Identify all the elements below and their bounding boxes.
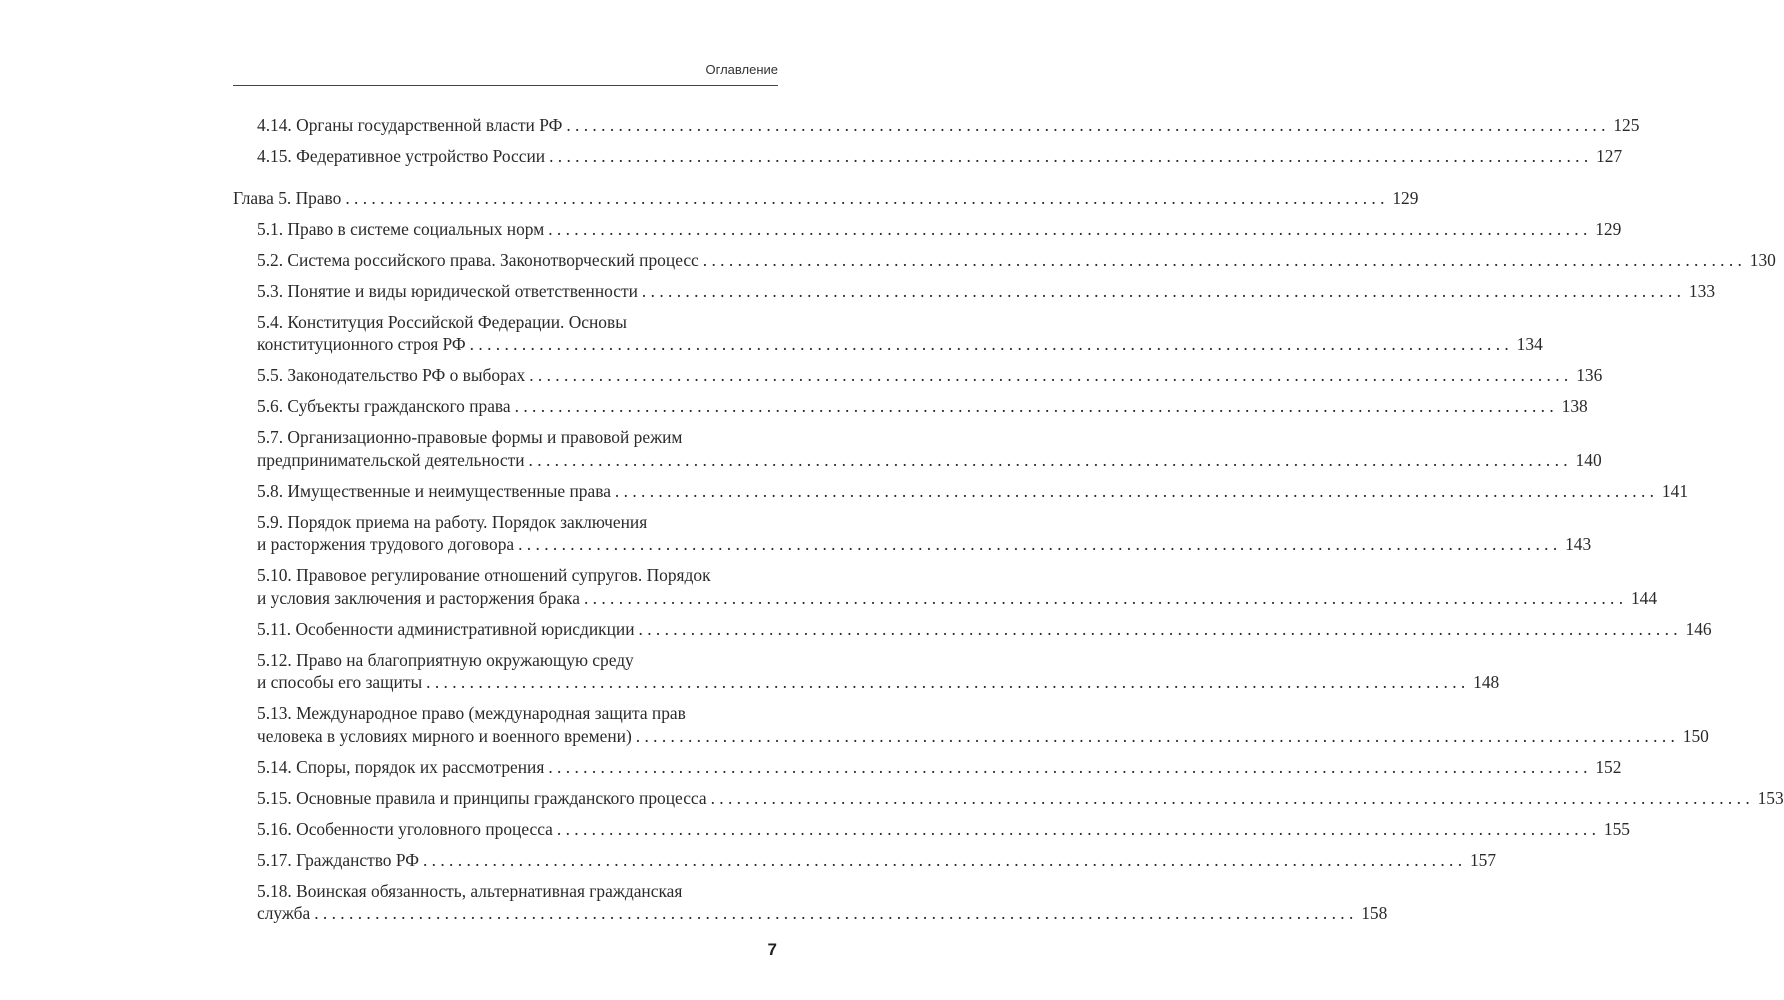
toc-entry-line (257, 818, 1630, 841)
toc-entry[interactable] (233, 249, 1776, 272)
toc-page-number: 155 (1603, 818, 1630, 839)
toc-entry-title: и условия заключения и расторжения брака (257, 587, 580, 608)
toc-entry-title: 5.10. Правовое регулирование отношений супругов. Порядок (257, 565, 711, 585)
toc-entry-line (257, 849, 1497, 872)
toc-entry-title: предпринимательской деятельности (257, 449, 525, 470)
toc-page-number: 153 (1757, 787, 1784, 808)
dot-leader: . . . . . . . . . . . . . . . . . . . . . . . . . . . . . . . . . . . . . . . . . . . . . . . . . . . . . . . . . . . . . . . . . . . . . . . . . . . . . . . . . . . . . . . . . . . . . . . . . . . . . . . . . . . . . . . . . . . . . . . . (556, 818, 1596, 839)
header-rule (233, 85, 778, 86)
toc-entry[interactable] (233, 702, 1709, 747)
toc-page-number: 140 (1575, 449, 1602, 470)
dot-leader: . . . . . . . . . . . . . . . . . . . . . . . . . . . . . . . . . . . . . . . . . . . . . . . . . . . . . . . . . . . . . . . . . . . . . . . . . . . . . . . . . . . . . . . . . . . . . . . . . . . . . . . . . . . . . . . . . . . . . . . . (702, 249, 1742, 270)
toc-entry-line (257, 880, 778, 903)
dot-leader: . . . . . . . . . . . . . . . . . . . . . . . . . . . . . . . . . . . . . . . . . . . . . . . . . . . . . . . . . . . . . . . . . . . . . . . . . . . . . . . . . . . . . . . . . . . . . . . . . . . . . . . . . . . . . . . . . . . . . . . . (529, 365, 1569, 385)
toc-page-number: 129 (1392, 187, 1419, 208)
dot-leader: . . . . . . . . . . . . . . . . . . . . . . . . . . . . . . . . . . . . . . . . . . . . . . . . . . . . . . . . . . . . . . . . . . . . . . . . . . . . . . . . . . . . . . . . . . . . . . . . . . . . . . . . . . . . . . . . . . . . . . . . (548, 218, 1588, 239)
toc-entry-title: 5.17. Гражданство РФ (257, 849, 419, 870)
toc-page-number: 141 (1661, 480, 1689, 501)
toc-entry-line (257, 114, 1640, 137)
toc-entry-line (257, 564, 778, 587)
toc-entry-title: служба (257, 903, 311, 923)
toc-entry-line (257, 649, 778, 672)
toc-entry-line (257, 787, 1784, 810)
toc-entry[interactable] (233, 787, 1784, 810)
toc-entry-title: 4.14. Органы государственной власти РФ (257, 115, 563, 135)
toc-page-number: 150 (1682, 725, 1709, 746)
toc-page-number: 134 (1516, 334, 1543, 354)
toc-entry-title: 5.4. Конституция Российской Федерации. Основы (257, 311, 627, 332)
toc-page-number: 152 (1595, 756, 1622, 777)
dot-leader: . . . . . . . . . . . . . . . . . . . . . . . . . . . . . . . . . . . . . . . . . . . . . . . . . . . . . . . . . . . . . . . . . . . . . . . . . . . . . . . . . . . . . . . . . . . . . . . . . . . . . . . . . . . . . . . . . . . . . . . . (518, 534, 1558, 554)
toc-entry[interactable] (233, 818, 1630, 841)
toc-entry-title: 5.16. Особенности уголовного процесса (257, 818, 553, 839)
toc-entry[interactable] (233, 114, 1640, 137)
toc-entry-line (257, 587, 1658, 610)
toc-entry-title: человека в условиях мирного и военного времени) (257, 725, 632, 746)
toc-entry-title: 5.9. Порядок приема на работу. Порядок заключения (257, 511, 648, 532)
toc-page-number: 138 (1561, 396, 1588, 416)
toc-entry-line (257, 533, 1592, 556)
dot-leader: . . . . . . . . . . . . . . . . . . . . . . . . . . . . . . . . . . . . . . . . . . . . . . . . . . . . . . . . . . . . . . . . . . . . . . . . . . . . . . . . . . . . . . . . . . . . . . . . . . . . . . . . . . . . . . . . . . . . . . . . (528, 449, 1568, 470)
toc-entry-title: 4.15. Федеративное устройство России (257, 146, 546, 166)
toc-entry-line (257, 618, 1712, 641)
toc-entry-title: 5.15. Основные правила и принципы гражданского процесса (257, 787, 707, 808)
toc-page-number: 127 (1596, 146, 1623, 166)
toc-entry-line (257, 480, 1689, 503)
dot-leader: . . . . . . . . . . . . . . . . . . . . . . . . . . . . . . . . . . . . . . . . . . . . . . . . . . . . . . . . . . . . . . . . . . . . . . . . . . . . . . . . . . . . . . . . . . . . . . . . . . . . . . . . . . . . . . . . . . . . . . . . (426, 672, 1466, 692)
dot-leader: . . . . . . . . . . . . . . . . . . . . . . . . . . . . . . . . . . . . . . . . . . . . . . . . . . . . . . . . . . . . . . . . . . . . . . . . . . . . . . . . . . . . . . . . . . . . . . . . . . . . . . . . . . . . . . . . . . . . . . . . (641, 280, 1682, 301)
table-of-contents (233, 114, 1784, 933)
toc-chapter[interactable] (233, 187, 1419, 210)
dot-leader: . . . . . . . . . . . . . . . . . . . . . . . . . . . . . . . . . . . . . . . . . . . . . . . . . . . . . . . . . . . . . . . . . . . . . . . . . . . . . . . . . . . . . . . . . . . . . . . . . . . . . . . . . . . . . . . . . . . . . . . . (549, 146, 1589, 166)
toc-entry-title: и способы его защиты (257, 672, 423, 692)
toc-entry-line (257, 756, 1622, 779)
toc-entry[interactable] (233, 511, 1592, 556)
toc-entry-title: 5.18. Воинская обязанность, альтернативная гражданская (257, 880, 683, 901)
toc-entry-title: 5.6. Субъекты гражданского права (257, 396, 511, 416)
toc-page-number: 130 (1749, 249, 1776, 270)
toc-entry[interactable] (233, 395, 1588, 418)
toc-entry[interactable] (233, 426, 1602, 471)
toc-page-number: 129 (1595, 218, 1622, 239)
toc-entry[interactable] (233, 145, 1623, 168)
running-head: Оглавление (705, 62, 778, 77)
toc-page-number: 144 (1630, 587, 1658, 608)
dot-leader: . . . . . . . . . . . . . . . . . . . . . . . . . . . . . . . . . . . . . . . . . . . . . . . . . . . . . . . . . . . . . . . . . . . . . . . . . . . . . . . . . . . . . . . . . . . . . . . . . . . . . . . . . . . . . . . . . . . . . . . . (422, 849, 1463, 870)
toc-page-number: 148 (1473, 672, 1500, 692)
dot-leader: . . . . . . . . . . . . . . . . . . . . . . . . . . . . . . . . . . . . . . . . . . . . . . . . . . . . . . . . . . . . . . . . . . . . . . . . . . . . . . . . . . . . . . . . . . . . . . . . . . . . . . . . . . . . . . . . . . . . . . . . (710, 787, 1750, 808)
toc-entry-line (257, 511, 778, 534)
toc-entry-line (233, 187, 1419, 210)
toc-entry-title: 5.12. Право на благоприятную окружающую среду (257, 649, 634, 670)
toc-entry[interactable] (233, 880, 1388, 925)
dot-leader: . . . . . . . . . . . . . . . . . . . . . . . . . . . . . . . . . . . . . . . . . . . . . . . . . . . . . . . . . . . . . . . . . . . . . . . . . . . . . . . . . . . . . . . . . . . . . . . . . . . . . . . . . . . . . . . . . . . . . . . . (583, 587, 1624, 608)
toc-entry-line (257, 702, 778, 725)
toc-entry-title: 5.14. Споры, порядок их рассмотрения (257, 756, 545, 777)
toc-entry[interactable] (233, 649, 1500, 694)
toc-entry-line (257, 725, 1709, 748)
toc-entry-title: 5.13. Международное право (международная защита прав (257, 703, 686, 723)
dot-leader: . . . . . . . . . . . . . . . . . . . . . . . . . . . . . . . . . . . . . . . . . . . . . . . . . . . . . . . . . . . . . . . . . . . . . . . . . . . . . . . . . . . . . . . . . . . . . . . . . . . . . . . . . . . . . . . . . . . . . . . . (635, 725, 1675, 746)
dot-leader: . . . . . . . . . . . . . . . . . . . . . . . . . . . . . . . . . . . . . . . . . . . . . . . . . . . . . . . . . . . . . . . . . . . . . . . . . . . . . . . . . . . . . . . . . . . . . . . . . . . . . . . . . . . . . . . . . . . . . . . . (548, 756, 1588, 777)
toc-page-number: 125 (1613, 115, 1640, 135)
toc-page-number: 133 (1688, 280, 1716, 301)
toc-entry-line (257, 280, 1716, 303)
toc-page-number: 157 (1469, 849, 1497, 870)
toc-entry-line (257, 671, 1500, 694)
toc-page-number: 143 (1565, 534, 1592, 554)
toc-entry-title: конституционного строя РФ (257, 334, 466, 354)
toc-page-number: 146 (1685, 618, 1712, 639)
toc-entry-title: 5.5. Законодательство РФ о выборах (257, 365, 526, 385)
dot-leader: . . . . . . . . . . . . . . . . . . . . . . . . . . . . . . . . . . . . . . . . . . . . . . . . . . . . . . . . . . . . . . . . . . . . . . . . . . . . . . . . . . . . . . . . . . . . . . . . . . . . . . . . . . . . . . . . . . . . . . . . (514, 396, 1554, 416)
toc-entry-title: 5.1. Право в системе социальных норм (257, 218, 545, 239)
dot-leader: . . . . . . . . . . . . . . . . . . . . . . . . . . . . . . . . . . . . . . . . . . . . . . . . . . . . . . . . . . . . . . . . . . . . . . . . . . . . . . . . . . . . . . . . . . . . . . . . . . . . . . . . . . . . . . . . . . . . . . . . (469, 334, 1509, 354)
toc-entry[interactable] (233, 480, 1689, 503)
toc-entry-line (257, 311, 778, 334)
toc-entry[interactable] (233, 618, 1712, 641)
toc-entry[interactable] (233, 756, 1622, 779)
page-number: 7 (767, 940, 777, 959)
toc-entry-line (257, 364, 1603, 387)
toc-page-number: 158 (1361, 903, 1388, 923)
toc-entry[interactable] (233, 218, 1622, 241)
toc-entry-line (257, 218, 1622, 241)
toc-entry[interactable] (233, 364, 1603, 387)
toc-entry-line (257, 449, 1602, 472)
toc-entry-title: Глава 5. Право (233, 187, 342, 208)
toc-entry-line (257, 426, 778, 449)
dot-leader: . . . . . . . . . . . . . . . . . . . . . . . . . . . . . . . . . . . . . . . . . . . . . . . . . . . . . . . . . . . . . . . . . . . . . . . . . . . . . . . . . . . . . . . . . . . . . . . . . . . . . . . . . . . . . . . . . . . . . . . . (566, 115, 1606, 135)
toc-entry-line (257, 333, 1543, 356)
dot-leader: . . . . . . . . . . . . . . . . . . . . . . . . . . . . . . . . . . . . . . . . . . . . . . . . . . . . . . . . . . . . . . . . . . . . . . . . . . . . . . . . . . . . . . . . . . . . . . . . . . . . . . . . . . . . . . . . . . . . . . . . (638, 618, 1678, 639)
toc-entry[interactable] (233, 280, 1716, 303)
toc-entry-line (257, 145, 1623, 168)
toc-entry-line (257, 902, 1388, 925)
dot-leader: . . . . . . . . . . . . . . . . . . . . . . . . . . . . . . . . . . . . . . . . . . . . . . . . . . . . . . . . . . . . . . . . . . . . . . . . . . . . . . . . . . . . . . . . . . . . . . . . . . . . . . . . . . . . . . . . . . . . . . . . (614, 480, 1655, 501)
toc-entry-title: 5.3. Понятие и виды юридической ответственности (257, 280, 638, 301)
toc-entry-title: и расторжения трудового договора (257, 534, 515, 554)
toc-entry-title: 5.7. Организационно-правовые формы и правовой режим (257, 427, 683, 447)
toc-entry-title: 5.8. Имущественные и неимущественные права (257, 480, 611, 501)
toc-entry[interactable] (233, 849, 1497, 872)
toc-entry-line (257, 249, 1776, 272)
toc-entry-title: 5.2. Система российского права. Законотворческий процесс (257, 249, 699, 270)
toc-entry-line (257, 395, 1588, 418)
toc-page-number: 136 (1576, 365, 1603, 385)
toc-entry[interactable] (233, 311, 1543, 356)
toc-entry-title: 5.11. Особенности административной юрисдикции (257, 618, 635, 639)
dot-leader: . . . . . . . . . . . . . . . . . . . . . . . . . . . . . . . . . . . . . . . . . . . . . . . . . . . . . . . . . . . . . . . . . . . . . . . . . . . . . . . . . . . . . . . . . . . . . . . . . . . . . . . . . . . . . . . . . . . . . . . . (345, 187, 1385, 208)
toc-entry[interactable] (233, 564, 1658, 609)
dot-leader: . . . . . . . . . . . . . . . . . . . . . . . . . . . . . . . . . . . . . . . . . . . . . . . . . . . . . . . . . . . . . . . . . . . . . . . . . . . . . . . . . . . . . . . . . . . . . . . . . . . . . . . . . . . . . . . . . . . . . . . . (314, 903, 1354, 923)
